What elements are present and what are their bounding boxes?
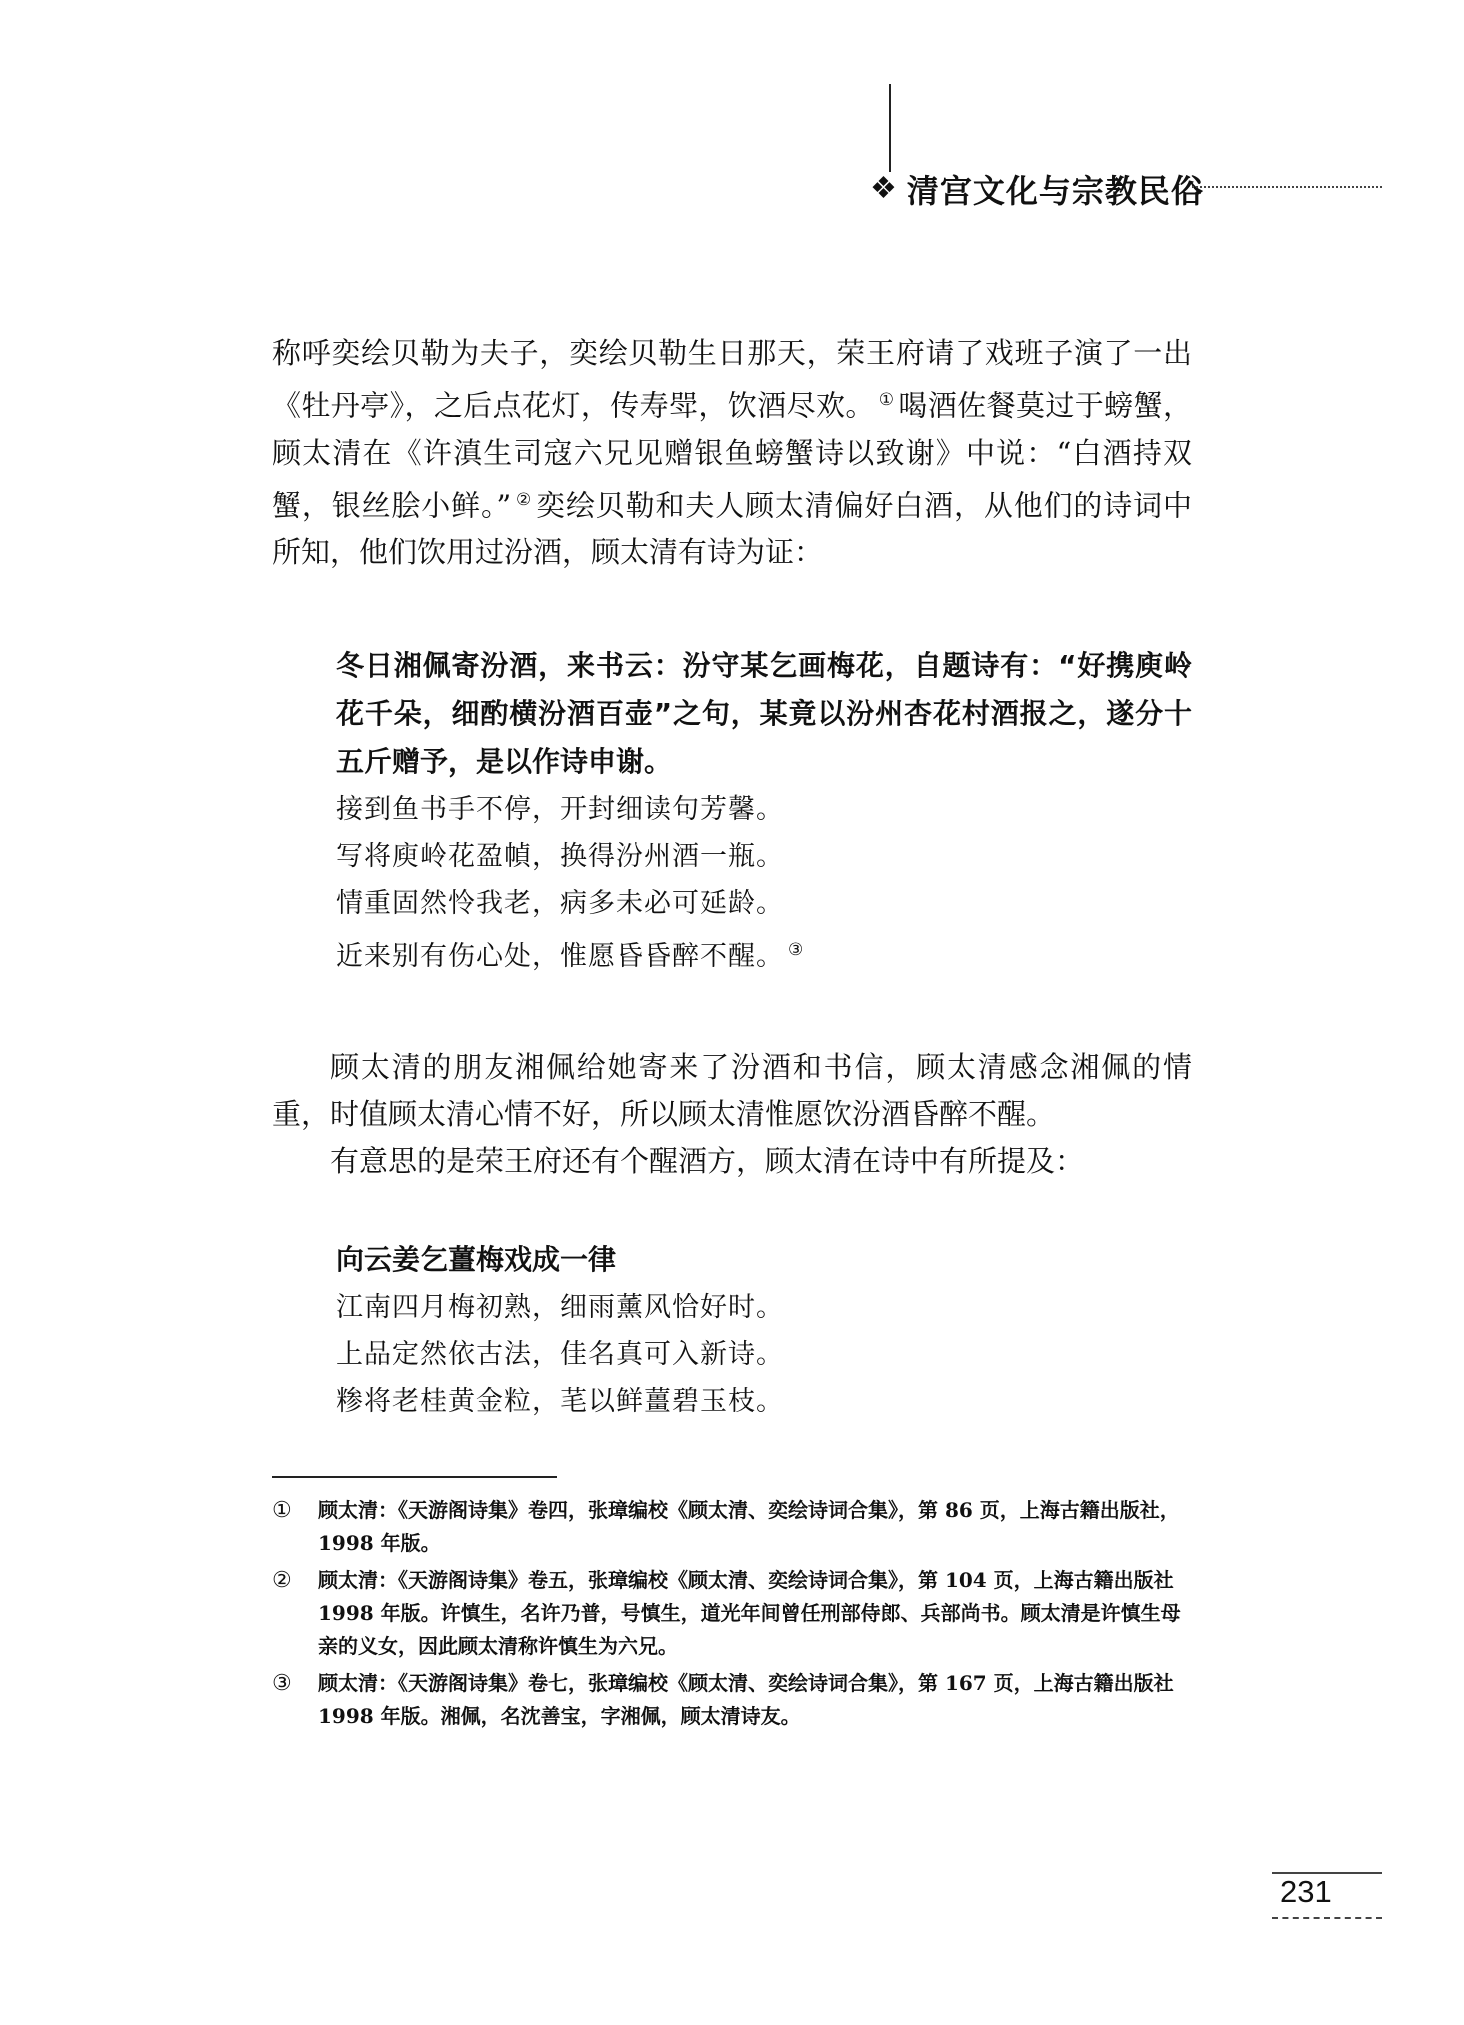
paragraph-1-text-b: 喝酒佐餐莫过于螃蟹，顾太清在《许滇生司寇六兄见赠银鱼螃蟹诗以致谢》中说：“白酒持双蟹，银丝脍小鲜。” [272,388,1192,523]
poem-1-heading [336,642,1192,786]
footnote-3-mark: ③ [272,1671,292,1696]
footnote-2 [272,1564,1192,1663]
poem-1-line: 情重固然怜我老，病多未必可延龄。 [336,888,784,919]
body-paragraph-2 [272,1044,1192,1185]
footnote-1-text: 顾太清：《天游阁诗集》卷四，张璋编校《顾太清、奕绘诗词合集》，第 86 页，上海古籍出版社，1998 年版。 [318,1498,1180,1555]
poem-1-heading-text: 冬日湘佩寄汾酒，来书云：汾守某乞画梅花，自题诗有：“好携庾岭花千朵，细酌横汾酒百壶”之句，某竟以汾州杏花村酒报之，遂分十五斤赠予，是以作诗申谢。 [336,649,1192,778]
running-header [870,166,1204,212]
poem-2-line [336,1378,1192,1425]
footnote-1 [272,1494,1192,1560]
footnote-ref-2: ② [515,489,533,510]
footnotes [272,1494,1192,1737]
paragraph-1-text-a: 称呼奕绘贝勒为夫子，奕绘贝勒生日那天，荣王府请了戏班子演了一出《牡丹亭》，之后点花灯，传寿斝，饮酒尽欢。 [272,336,1192,423]
poem-2-line [336,1331,1192,1378]
footnote-separator [272,1476,557,1478]
footnote-ref-3: ③ [788,940,805,960]
body-paragraph-1 [272,330,1192,576]
poem-1-line: 接到鱼书手不停，开封细读句芳馨。 [336,794,784,825]
quoted-poem-1 [336,642,1192,980]
poem-1-line-last [284,927,1192,980]
paragraph-2-text-a: 顾太清的朋友湘佩给她寄来了汾酒和书信，顾太清感念湘佩的情重，时值顾太清心情不好，所以顾太清惟愿饮汾酒昏醉不醒。 [272,1050,1192,1131]
footnote-2-text: 顾太清：《天游阁诗集》卷五，张璋编校《顾太清、奕绘诗词合集》，第 104 页，上海古籍出版社 1998 年版。许慎生，名许乃普，号慎生，道光年间曾任刑部侍郎、兵部尚书。顾太清是许慎生母亲的义女，因此顾太清称许慎生为六兄。 [318,1568,1181,1658]
poem-1-line: 写将庾岭花盈幀，换得汾州酒一瓶。 [336,841,784,872]
poem-2-line-text: 江南四月梅初熟，细雨薰风恰好时。 [336,1292,784,1323]
quoted-poem-2 [336,1236,1192,1425]
footnote-3-text: 顾太清：《天游阁诗集》卷七，张璋编校《顾太清、奕绘诗词合集》，第 167 页，上海古籍出版社 1998 年版。湘佩，名沈善宝，字湘佩，顾太清诗友。 [318,1671,1174,1728]
paragraph-1-text-c: 奕绘贝勒和夫人顾太清偏好白酒，从他们的诗词中所知，他们饮用过汾酒，顾太清有诗为证： [272,488,1192,570]
paragraph-2-text-b: 有意思的是荣王府还有个醒酒方，顾太清在诗中有所提及： [330,1144,1085,1178]
footnote-2-mark: ② [272,1568,292,1593]
poem-2-line-text: 上品定然依古法，佳名真可入新诗。 [336,1339,784,1370]
poem-2-line [336,1284,1192,1331]
footnote-1-mark: ① [272,1498,292,1523]
poem-1-line-text: 近来别有伤心处，惟愿昏昏醉不醒。 [336,941,784,972]
diamond-icon: ❖ [870,171,897,206]
running-header-title: 清宫文化与宗教民俗 [906,172,1204,210]
page-number-bottom-rule [1272,1917,1382,1919]
poem-2-line-text: 糁将老桂黄金粒，芼以鲜薑碧玉枝。 [336,1386,784,1417]
poem-2-title: 向云姜乞薑梅戏成一律 [336,1243,617,1276]
footnote-ref-1: ① [878,390,895,410]
footnote-3 [272,1667,1192,1733]
header-vertical-rule [889,84,891,172]
header-dotted-rule [1192,186,1382,188]
page-number: 231 [1280,1874,1332,1909]
